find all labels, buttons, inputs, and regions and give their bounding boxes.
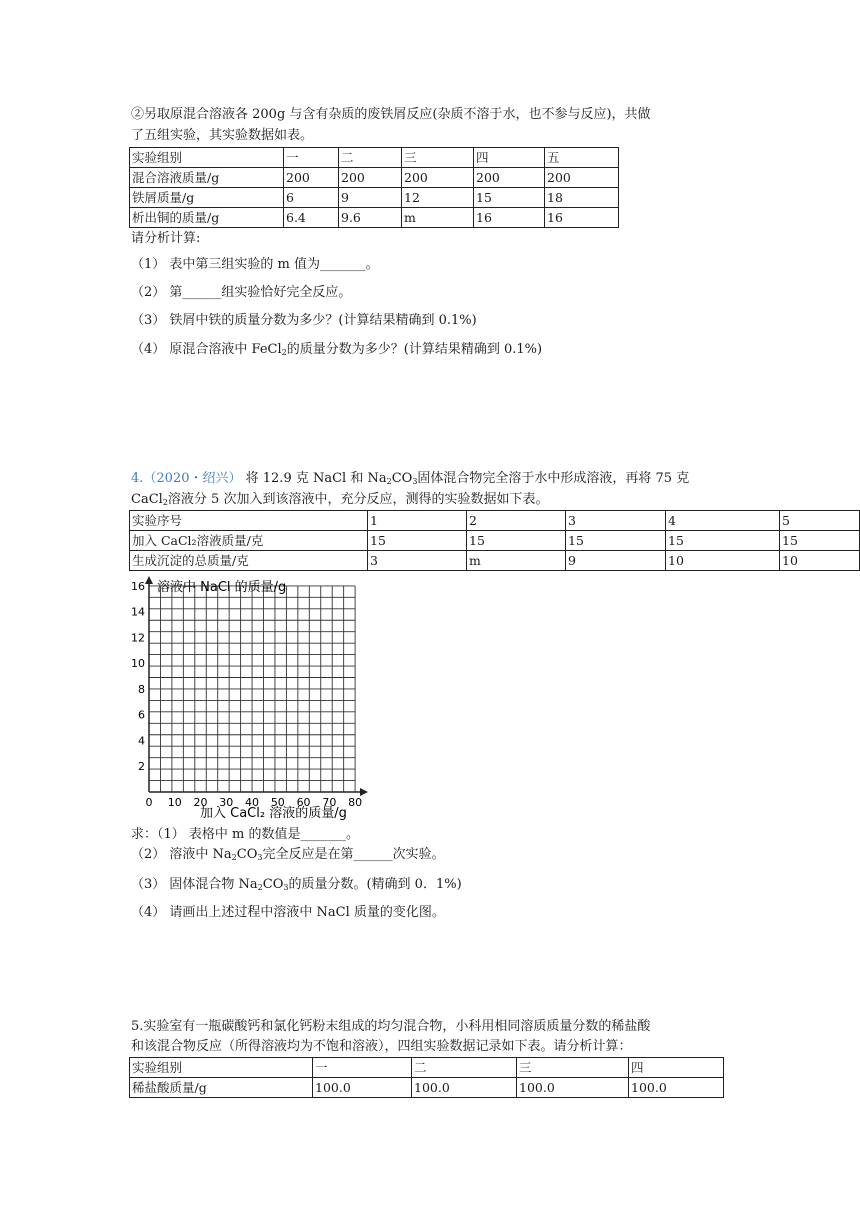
table-cell: 五 [545,148,619,168]
q4-sub-1: 求：（1） 表格中 m 的数值是_______。 [131,827,359,842]
sub-question-2: （2） 第______组实验恰好完全反应。 [131,285,352,300]
table-row [130,148,619,168]
table-cell: 4 [666,511,780,531]
y-tick-label: 16 [131,579,145,593]
table-row [130,1058,724,1078]
table-cell: 16 [474,208,545,228]
y-tick-label: 12 [131,631,145,645]
table-cell: 15 [666,531,780,551]
row-header-cell: 铁屑质量/g [130,188,284,208]
table-row [130,208,619,228]
y-axis-label: 溶液中 NaCl 的质量/g [157,580,287,595]
q4-line-2: CaCl$_2$溶液分 5 次加入到该溶液中，充分反应，测得的实验数据如下表。 [131,492,549,507]
table-cell: 6.4 [284,208,339,228]
table-row [130,511,860,531]
table-cell: 二 [412,1058,517,1078]
table-cell: 200 [284,168,339,188]
q4-sub-3: （3） 固体混合物 $Na_2CO_3$的质量分数。(精确到 0．1%) [131,877,462,892]
table-cell: 200 [339,168,402,188]
x-tick-label: 40 [245,796,260,809]
table-cell: 6 [284,188,339,208]
table-cell: 12 [402,188,474,208]
x-axis-arrow [360,788,368,796]
y-tick-label: 4 [138,734,145,748]
q4-line-1: 4.（2020・绍兴） 将 12.9 克 NaCl 和 $Na_2CO_3$固体混合物完全溶于水中形成溶液，再将 75 克 [131,471,690,486]
table-cell: 一 [313,1058,412,1078]
table-cell: 100.0 [412,1078,517,1098]
table-cell: 15 [368,531,467,551]
table-cell: 二 [339,148,402,168]
table-iron-copper [129,147,619,228]
table-row [130,188,619,208]
x-tick-label: 80 [348,796,363,809]
intro-line-1: ②另取原混合溶液各 200g 与含有杂质的废铁屑反应(杂质不溶于水，也不参与反应)，共做 [131,107,651,122]
q4-source: 4.（2020・绍兴） [131,471,242,486]
table-cell: 16 [545,208,619,228]
q5-line-2: 和该混合物反应（所得溶液均为不饱和溶液），四组实验数据记录如下表。请分析计算： [131,1039,632,1054]
x-tick-label: 50 [270,796,285,809]
table-cell: 100.0 [517,1078,629,1098]
row-header-cell: 实验组别 [130,1058,313,1078]
table-row [130,168,619,188]
table-cell: 2 [467,511,566,531]
nacl-grid-chart [128,575,370,825]
x-tick-label: 10 [167,796,182,809]
table-cell: 9 [339,188,402,208]
table-cell: 3 [566,511,666,531]
table-cell: 15 [566,531,666,551]
x-tick-label: 20 [193,796,208,809]
table-cell: 四 [629,1058,724,1078]
table-cell: 四 [474,148,545,168]
sub-question-4: （4） 原混合溶液中 FeCl$_2$的质量分数为多少？(计算结果精确到 0.1%) [131,342,543,357]
x-axis-label: 加入 CaCl₂ 溶液的质量/g [200,806,347,821]
table-cell: m [467,551,566,571]
intro-line-2: 了五组实验，其实验数据如表。 [131,128,314,143]
x-tick-label: 0 [145,796,153,809]
analysis-prompt: 请分析计算: [131,231,201,246]
table-cell: 一 [284,148,339,168]
y-tick-label: 6 [138,708,145,722]
table-cell: m [402,208,474,228]
y-tick-label: 2 [138,760,145,774]
table-cell: 1 [368,511,467,531]
row-header-cell: 析出铜的质量/g [130,208,284,228]
table-cell: 三 [402,148,474,168]
table-cell: 9 [566,551,666,571]
sub-question-3: （3） 铁屑中铁的质量分数为多少？(计算结果精确到 0.1%) [131,313,477,328]
table-cell: 15 [467,531,566,551]
table-cell: 200 [545,168,619,188]
table-cell: 100.0 [313,1078,412,1098]
grid-lines [149,586,355,792]
q4-sub-4: （4） 请画出上述过程中溶液中 NaCl 质量的变化图。 [131,905,445,920]
q4-sub-2: （2） 溶液中 $Na_2CO_3$完全反应是在第______次实验。 [131,847,445,862]
table-cell: 10 [780,551,860,571]
row-header-cell: 混合溶液质量/g [130,168,284,188]
table-cell: 三 [517,1058,629,1078]
sub-question-1: （1） 表中第三组实验的 m 值为_______。 [131,257,379,272]
x-tick-label: 30 [219,796,234,809]
row-header-cell: 实验组别 [130,148,284,168]
x-tick-label: 70 [322,796,337,809]
table-cell: 9.6 [339,208,402,228]
y-axis-arrow [145,576,153,584]
y-tick-label: 10 [131,657,145,671]
table-cacl2 [129,510,860,571]
y-tick-label: 14 [131,605,145,619]
table-cell: 200 [474,168,545,188]
table-row [130,531,860,551]
row-header-cell: 稀盐酸质量/g [130,1078,313,1098]
y-tick-label: 8 [138,682,145,696]
table-row [130,551,860,571]
table-cell: 18 [545,188,619,208]
table-cell: 3 [368,551,467,571]
row-header-cell: 生成沉淀的总质量/克 [130,551,368,571]
table-row [130,1078,724,1098]
table-cell: 15 [474,188,545,208]
table-cell: 10 [666,551,780,571]
table-cell: 200 [402,168,474,188]
q5-line-1: 5.实验室有一瓶碳酸钙和氯化钙粉末组成的均匀混合物，小科用相同溶质质量分数的稀盐酸 [131,1019,651,1034]
row-header-cell: 实验序号 [130,511,368,531]
x-tick-label: 60 [296,796,311,809]
table-hcl [129,1057,724,1098]
table-cell: 5 [780,511,860,531]
table-cell: 15 [780,531,860,551]
row-header-cell: 加入 CaCl₂溶液质量/克 [130,531,368,551]
table-cell: 100.0 [629,1078,724,1098]
